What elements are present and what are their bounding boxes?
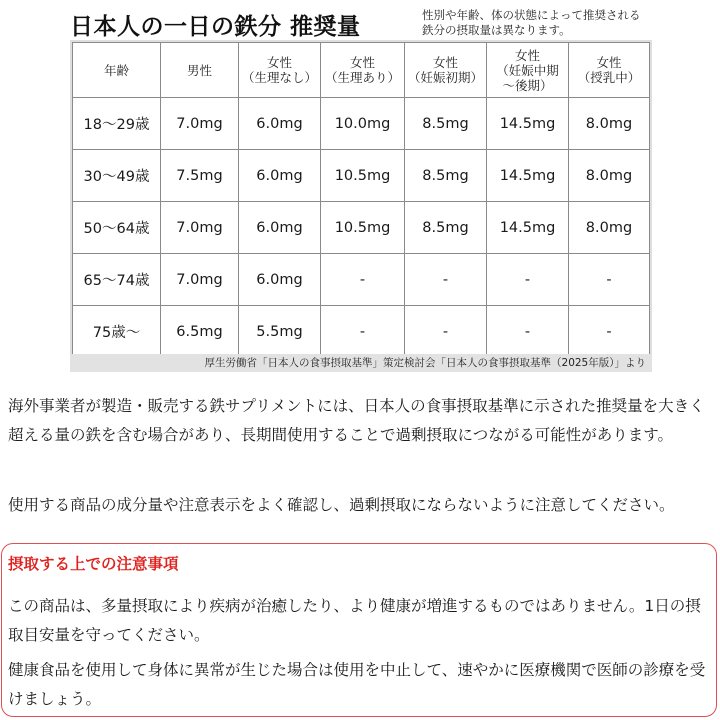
column-header (73, 43, 161, 98)
value-cell: 8.0mg (569, 202, 650, 254)
paragraph-supplement-warning: 海外事業者が製造・販売する鉄サプリメントには、日本人の食事摂取基準に示された推奨量を大きく超える量の鉄を含む場合があり、長期間使用することで過剰摂取につながる可能性があります。 (8, 397, 705, 444)
value-cell: 7.5mg (161, 150, 239, 202)
value-cell: 10.5mg (321, 150, 405, 202)
value-cell: 6.0mg (239, 202, 321, 254)
value-cell: - (405, 254, 487, 306)
column-header (161, 43, 239, 98)
value-cell: - (569, 254, 650, 306)
title-note (422, 8, 641, 38)
value-cell: 10.0mg (321, 98, 405, 150)
column-header-line: 女性 (514, 47, 540, 63)
column-header-line: ～後期） (502, 77, 553, 93)
value-cell: 8.5mg (405, 98, 487, 150)
age-cell: 50～64歳 (73, 202, 161, 254)
column-header-line: （妊娠初期） (407, 70, 483, 85)
value-cell: - (321, 306, 405, 358)
value-cell: 8.0mg (569, 150, 650, 202)
caution-title: 摂取する上での注意事項 (8, 555, 179, 573)
page-title: 日本人の一日の鉄分 推奨量 (70, 14, 361, 40)
value-cell: 6.5mg (161, 306, 239, 358)
iron-table-panel (70, 40, 652, 358)
title-note-line-2: 鉄分の摂取量は異なります。 (422, 23, 571, 37)
column-header (405, 43, 487, 98)
paragraph-check-label: 使用する商品の成分量や注意表示をよく確認し、過剰摂取にならないように注意してください。 (8, 496, 675, 514)
iron-recommendation-table (72, 42, 650, 358)
value-cell: - (487, 306, 569, 358)
title-row (70, 6, 660, 42)
value-cell: 14.5mg (487, 150, 569, 202)
value-cell: 6.0mg (239, 150, 321, 202)
title-note-line-1: 性別や年齢、体の状態によって推奨される (422, 8, 641, 22)
table-header-row (73, 43, 650, 98)
age-cell: 75歳～ (73, 306, 161, 358)
value-cell: - (569, 306, 650, 358)
column-header (569, 43, 650, 98)
caution-text-medical: 健康食品を使用して身体に異常が生じた場合は使用を中止して、速やかに医療機関で医師の診療を受けましょう。 (8, 661, 706, 708)
age-cell: 18～29歳 (73, 98, 161, 150)
value-cell: 8.0mg (569, 98, 650, 150)
value-cell: 7.0mg (161, 98, 239, 150)
value-cell: 14.5mg (487, 202, 569, 254)
column-header (321, 43, 405, 98)
value-cell: - (487, 254, 569, 306)
value-cell: 6.0mg (239, 98, 321, 150)
value-cell: 7.0mg (161, 202, 239, 254)
column-header-line: 女性 (432, 55, 458, 70)
value-cell: - (405, 306, 487, 358)
age-cell: 30～49歳 (73, 150, 161, 202)
value-cell: 8.5mg (405, 150, 487, 202)
column-header-line: 女性 (349, 55, 375, 70)
column-header-line: 男性 (186, 62, 212, 78)
column-header (239, 43, 321, 98)
table-body (73, 98, 650, 358)
column-header (487, 43, 569, 98)
value-cell: 7.0mg (161, 254, 239, 306)
table-row (73, 98, 650, 150)
column-header-line: （授乳中） (577, 70, 641, 85)
column-header-line: （妊娠中期 (496, 62, 559, 78)
table-row (73, 202, 650, 254)
caution-text-dosage: この商品は、多量摂取により疾病が治癒したり、より健康が増進するものではありません。1日の摂取目安量を守ってください。 (8, 597, 701, 644)
value-cell: 8.5mg (405, 202, 487, 254)
table-row (73, 306, 650, 358)
value-cell: 6.0mg (239, 254, 321, 306)
value-cell: - (321, 254, 405, 306)
value-cell: 5.5mg (239, 306, 321, 358)
age-cell: 65～74歳 (73, 254, 161, 306)
source-citation: 厚生労働省「日本人の食事摂取基準」策定検討会「日本人の食事摂取基準（2025年版）」より (70, 354, 652, 372)
column-header-line: 女性 (266, 55, 292, 70)
table-row (73, 254, 650, 306)
value-cell: 14.5mg (487, 98, 569, 150)
table-row (73, 150, 650, 202)
column-header-line: （生理なし） (241, 70, 317, 85)
column-header-line: 女性 (596, 55, 622, 70)
column-header-line: （生理あり） (324, 70, 400, 85)
value-cell: 10.5mg (321, 202, 405, 254)
column-header-line: 年齢 (103, 62, 129, 78)
